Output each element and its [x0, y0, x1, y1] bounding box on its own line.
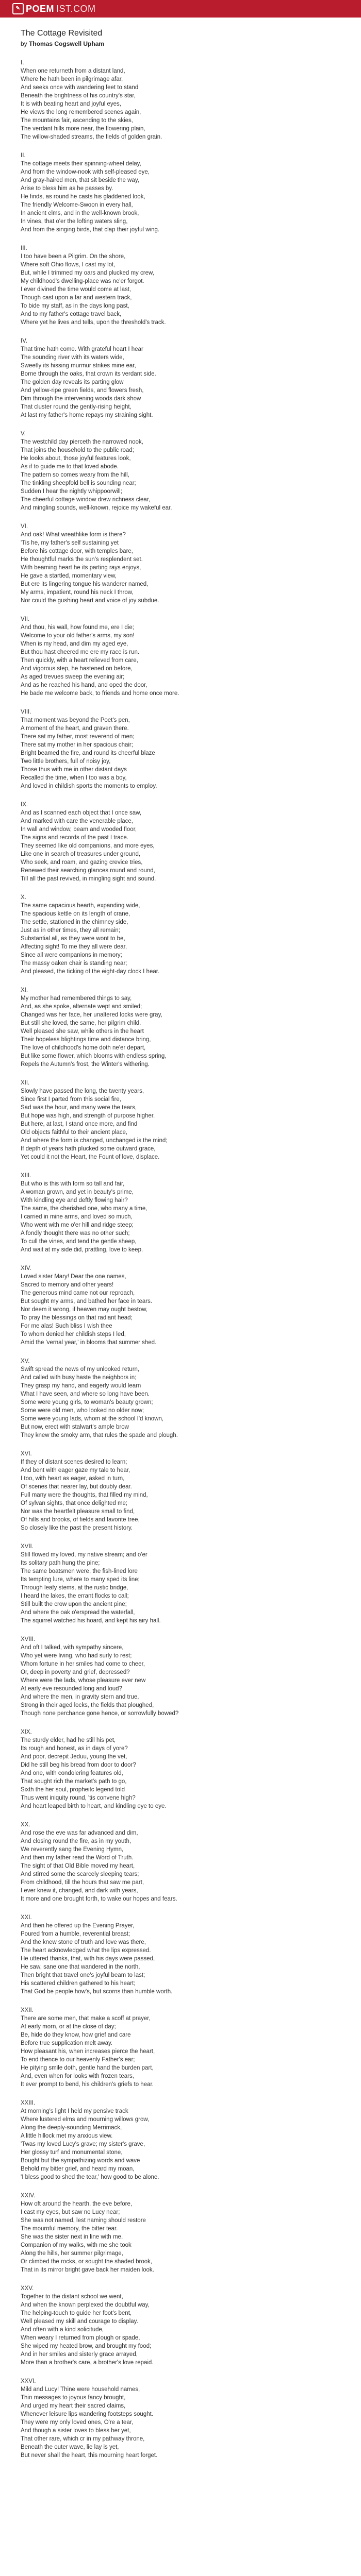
poem-line: And closing round the fire, as in my youth, [21, 1838, 132, 1844]
poem-line: There sat my father, most reverend of men; [21, 734, 135, 740]
poem-line: Their hopeless blightings time and distance bring, [21, 1037, 151, 1043]
poem-line: Where yet he lives and tells, upon the threshold's track. [21, 319, 166, 326]
poem-line: Who went with me o'er hill and ridge steep; [21, 1222, 134, 1228]
poem-line: But who is this with form so tall and fair, [21, 1181, 125, 1187]
poem-line: Some were young girls, to woman's beauty grown; [21, 1399, 153, 1405]
stanza-number: V. [21, 431, 26, 437]
stanza-number: XII. [21, 1080, 30, 1086]
poem-line: Nor could the gushing heart and voice of joy subdue. [21, 598, 159, 604]
poem-line: And to my father's cottage travel back, [21, 311, 122, 317]
poem-line: 'Tis he, my father's self sustaining yet [21, 540, 119, 546]
poem-line: Poured from a humble, reverential breast; [21, 1931, 130, 1937]
poem-line: To whom denied her childish steps I led, [21, 1331, 126, 1337]
poem-line: But now, erect with stalwart's ample brow [21, 1424, 129, 1430]
poem-line: And oak! What wreathlike form is there? [21, 532, 126, 538]
poem-line: But, while I trimmed my oars and plucked my crew, [21, 270, 154, 276]
poem-line: And often with a kind solicitude, [21, 2327, 104, 2333]
poem-line: It ever prompt to bend, his children's griefs to hear. [21, 2081, 154, 2088]
poem-line: He gave a startled, momentary view, [21, 573, 117, 579]
poem-line: But like some flower, which blooms with endless spring, [21, 1053, 167, 1059]
poem-line: He views the long remembered scenes again, [21, 109, 141, 115]
poem-line: Recalled the time, when I too was a boy, [21, 775, 127, 781]
stanza [21, 1821, 340, 1903]
poem-line: And heart leaped birth to heart, and kindling eye to eye. [21, 1803, 167, 1809]
poem-line: A fondly thought there was no other such; [21, 1230, 130, 1236]
poem-line: The tinkling sheepfold bell is sounding near; [21, 480, 136, 486]
poem-line: At last my father's home repays my straining sight. [21, 412, 153, 418]
stanza [21, 1543, 340, 1625]
poem-line: Then quickly, with a heart relieved from care, [21, 657, 138, 664]
poem-line: Where soft Ohio flows, I cast my lot, [21, 262, 116, 268]
poem-line: I too, with heart as eager, asked in turn, [21, 1476, 125, 1482]
poem-line: And when the known perplexed the doubtful way, [21, 2302, 150, 2308]
poem-line: Yet could it not the Heart, the Fount of love, displace. [21, 1154, 160, 1160]
poem-line: They knew the smoky arm, that rules the spade and plough. [21, 1432, 178, 1438]
stanza [21, 2192, 340, 2274]
poem-line: The generous mind came not our reproach, [21, 1290, 135, 1296]
poem-line: That cluster round the gently-rising height, [21, 404, 132, 410]
stanza-number: XXI. [21, 1914, 32, 1921]
poem-line: The golden day reveals its parting glow [21, 379, 124, 385]
poem-line: The verdant hills more near, the flowering plain, [21, 126, 145, 132]
poem-line: The same, the cherished one, who many a time, [21, 1206, 147, 1212]
stanza-number: IV. [21, 338, 28, 344]
stanza [21, 1450, 340, 1532]
poem-line: How oft around the hearth, the eve before, [21, 2201, 133, 2207]
stanza-number: XI. [21, 987, 28, 993]
poem-line: With kindling eye and deftly flowing hair? [21, 1197, 128, 1204]
poem-line: To pray the blessings on that radiant head; [21, 1315, 133, 1321]
stanza-number: XXII. [21, 2007, 34, 2013]
poem-line: And as I scanned each object that I once saw, [21, 810, 141, 816]
poem-line: It is with beating heart and joyful eyes, [21, 101, 121, 107]
poem-line: Affecting sight! To me they all were dear, [21, 944, 127, 950]
poem-line: At morning's light I held my pensive track [21, 2108, 128, 2114]
poem-line: But thou hast cheered me ere my race is run. [21, 649, 140, 655]
poem-line: And yellow-ripe green fields, and flowers fresh, [21, 387, 144, 394]
poem-line: That sought rich the market's path to go, [21, 1778, 127, 1785]
poem-line: That time hath come. With grateful heart I hear [21, 346, 143, 352]
poem-line: He saw, sane one that wandered in the north, [21, 1964, 140, 1970]
stanza-number: XIV. [21, 1265, 31, 1272]
poem-line: She was the sister next in line with me, [21, 2234, 123, 2240]
poem-line: The heart acknowledged what the lips expressed. [21, 1947, 151, 1954]
poem-line: 'Twas my loved Lucy's grave; my sister's grave, [21, 2141, 145, 2147]
stanza [21, 801, 340, 883]
poem-line: That God be people how's, but scorns than humble worth. [21, 1989, 173, 1995]
poem-line: And thou, his wall, how found me, ere I die; [21, 624, 134, 631]
poem-line: Of scenes that nearer lay, but doubly dear. [21, 1484, 132, 1490]
poem-line: There sat my mother in her spacious chair; [21, 742, 133, 748]
poem-line: And wait at my side did, prattling, love to keep. [21, 1247, 143, 1253]
poem-line: To end thence to our heavenly Father's ear; [21, 2057, 135, 2063]
poem-line: Or, deep in poverty and grief, depressed? [21, 1669, 130, 1675]
stanza [21, 893, 340, 976]
poem-line: Sweetly its hissing murmur strikes mine ear, [21, 363, 136, 369]
poem-line: And vigorous step, he hastened on before, [21, 666, 133, 672]
poem-line: And where the men, in gravity stern and true, [21, 1694, 139, 1700]
poem-line: He finds, as round he casts his gladdened look, [21, 194, 145, 200]
poem-line: That joins the household to the public road; [21, 447, 134, 453]
poem-line: In ancient elms, and in the well-known brook, [21, 210, 139, 216]
poem-line: At early morn, or at the close of day; [21, 2024, 116, 2030]
poem-line: Of hills and brooks, of fields and favorite tree, [21, 1517, 140, 1523]
poem-line: To cull the vines, and tend the gentle sheep, [21, 1239, 137, 1245]
poem-line: His scattered children gathered to his heart; [21, 1980, 136, 1987]
stanza [21, 2284, 340, 2367]
poem-line: But here, at last, I stand once more, and find [21, 1121, 138, 1127]
poem-line: There are some men, that make a scoff at prayer, [21, 2015, 151, 2022]
poem-line: Welcome to your old father's arms, my son! [21, 633, 135, 639]
stanza-number: X. [21, 894, 26, 901]
poem-line: Where were the lads, whose pleasure ever new [21, 1677, 146, 1684]
poem-line: And from the singing birds, that clap their joyful wing. [21, 227, 160, 233]
poem-line: Before true supplication melt away. [21, 2040, 113, 2046]
poem-line: That in its mirror bright gave back her maiden look. [21, 2267, 154, 2273]
stanza [21, 244, 340, 327]
poem-line: But never shall the heart, this mourning heart forget. [21, 2452, 158, 2459]
stanza-number: VI. [21, 523, 28, 530]
poem-line: The friendly Welcome-Swoon in every hall, [21, 202, 133, 208]
poem-line: Before his cottage door, with temples bare, [21, 548, 133, 554]
poem-line: Though cast upon a far and western track, [21, 295, 132, 301]
stanza-number: XXVI. [21, 2378, 36, 2384]
poem-line: Full many were the thoughts, that filled my mind, [21, 1492, 148, 1498]
poem-line: Though none perchance gone hence, or sorrowfully bowed? [21, 1710, 179, 1717]
poem-line: But still she loved, the same, her pilgrim child. [21, 1020, 141, 1026]
poem-line: When weary I returned from plough or spade, [21, 2335, 140, 2341]
poem-line: The cottage meets their spinning-wheel delay, [21, 161, 141, 167]
poem-line: And then my father read the Word of Truth. [21, 1855, 134, 1861]
stanza [21, 1079, 340, 1161]
poem-line: And loved in childish sports the moments to employ. [21, 783, 157, 789]
poem-line: They were my only loved ones, O're a tear, [21, 2419, 134, 2426]
poem-line: The pattern so comes weary from the hill, [21, 472, 129, 478]
stanza-number: I. [21, 60, 24, 66]
stanza-number: XXIV. [21, 2193, 36, 2199]
poem-line: Swift spread the news of my unlooked return, [21, 1366, 140, 1372]
poem-line: The sight of that Old Bible moved my heart, [21, 1863, 135, 1869]
poem-line: Sudden I hear the nightly whippoorwill; [21, 488, 122, 495]
poem-line: Sixth the her soul, propheitc legend told [21, 1787, 125, 1793]
poem-line: I cast my eyes, but saw no Lucy near; [21, 2209, 120, 2215]
poem-line: Still built the crow upon the ancient pine; [21, 1601, 127, 1607]
poem-line: And pleased, the ticking of the eight-day clock I hear. [21, 969, 160, 975]
stanza [21, 337, 340, 419]
poem-line: The mountains fair, ascending to the skies, [21, 117, 133, 124]
stanza [21, 1172, 340, 1254]
poem-line: And bent with eager gaze my tale to hear, [21, 1467, 130, 1473]
poem-line: He pitying smile doth, gentle hand the burden part, [21, 2065, 154, 2071]
stanza [21, 2006, 340, 2089]
poem-line: Just as in other times, they all remain; [21, 927, 121, 934]
poem-line: If depth of years hath plucked some outward grace, [21, 1146, 156, 1152]
poem-line: The love of childhood's home doth ne'er depart, [21, 1045, 146, 1051]
logo-sub-text: IST.COM [56, 3, 96, 14]
poem-line: Its tempting lure, where to many sped its line; [21, 1577, 140, 1583]
poem-line: Well pleased my skill and courage to display. [21, 2318, 138, 2325]
stanza [21, 1264, 340, 1347]
poem-line: My childhood's dwelling-place was ne'er forgot. [21, 278, 144, 284]
poem-line: I ever knew it, changed, and dark with years, [21, 1888, 138, 1894]
poem-line: And then he offered up the Evening Prayer, [21, 1923, 135, 1929]
poem-line: Where lustered elms and mourning willows grow, [21, 2116, 150, 2123]
poem-line: Then bright that travel one's joyful beam to last; [21, 1972, 145, 1978]
poem-line: And one, with condolering features old, [21, 1770, 123, 1776]
stanza [21, 1357, 340, 1439]
poem-line: Like one in search of treasures under ground, [21, 851, 141, 857]
poem-line: Who seek, and roam, and gazing crevice tries, [21, 859, 143, 866]
site-logo[interactable] [12, 3, 96, 14]
poem-line: As aged trevues sweep the evening air; [21, 674, 125, 680]
poem-line: A woman grown, and yet in beauty's prime, [21, 1189, 134, 1195]
poem-line: And oft I talked, with sympathy sincere, [21, 1645, 124, 1651]
poem-line: Strong in their aged locks, the fields that ploughed, [21, 1702, 154, 1708]
poem-line: And stirred some the scarcely sleeping tears; [21, 1871, 139, 1877]
poem-line: Those thus with me in other distant days [21, 767, 127, 773]
poem-line: Two little brothers, full of noisy joy, [21, 758, 111, 765]
poem-line: Sad was the hour, and many were the tears, [21, 1105, 137, 1111]
poem-line: And from the window-nook with self-pleased eye, [21, 169, 150, 175]
author-link[interactable]: Thomas Cogswell Upham [29, 40, 105, 47]
poem-line: Arise to bless him as he passes by. [21, 185, 113, 192]
poem-line: He thoughtful marks the sun's resplendent set. [21, 556, 143, 563]
poem-line: They grasp my hand, and eagerly would learn [21, 1383, 141, 1389]
logo-text: POEM [26, 3, 55, 14]
stanza-number: III. [21, 245, 27, 251]
poem-line: And where the oak o'erspread the waterfall, [21, 1609, 135, 1616]
poem-line: I ever divined the time would come at last, [21, 286, 132, 293]
stanza [21, 151, 340, 234]
poem-line: Together to the distant school we went, [21, 2294, 123, 2300]
stanza-number: XVIII. [21, 1636, 36, 1642]
poem-line: With beaming heart he its parting rays enjoys, [21, 565, 141, 571]
poem-line: The signs and records of the past I trace. [21, 835, 129, 841]
poem-line: At early eve resounded long and loud? [21, 1686, 122, 1692]
poem-line: My mother had remembered things to say, [21, 995, 132, 1002]
poem-line: The sturdy elder, had he still his pet, [21, 1737, 116, 1743]
stanza-number: XV. [21, 1358, 30, 1364]
poem-line: The mournful memory, the bitter tear. [21, 2226, 118, 2232]
stanza-number: XIII. [21, 1173, 31, 1179]
stanza-number: XX. [21, 1822, 30, 1828]
poem-line: The willow-shaded streams, the fields of golden grain. [21, 134, 162, 140]
stanza-number: VIII. [21, 709, 31, 715]
poem-line: The westchild day pierceth the narrowed nook, [21, 439, 143, 445]
quill-icon: ✎ [12, 3, 24, 14]
poem-line: Sacred to memory and other years! [21, 1282, 114, 1288]
poem-line: And called with busy haste the neighbors in; [21, 1375, 137, 1381]
poem-line: Till all the past revived, in mingling sight and sound. [21, 876, 156, 882]
poem-line: She was not named, lest naming should restore [21, 2217, 146, 2224]
poem-line: And, as she spoke, alternate wept and smiled; [21, 1004, 142, 1010]
poem-line: Loved sister Mary! Dear the one names, [21, 1274, 126, 1280]
poem-line: Along the deeply-sounding Merrimack, [21, 2125, 122, 2131]
poem-line: If they of distant scenes desired to learn; [21, 1459, 127, 1465]
poem-line: Whom fortune in her smiles had come to cheer, [21, 1661, 145, 1667]
poem-line: Thus went iniquity round, 'tis convene high? [21, 1795, 136, 1801]
poem-line: Its rough and honest, as in days of yore? [21, 1745, 128, 1752]
stanza-number: VII. [21, 616, 30, 622]
poem-line: Borne through the oaks, that crown its verdant side. [21, 371, 156, 377]
poem-line: She wiped my heated brow, and brought my food; [21, 2343, 152, 2349]
poem-line: When one returneth from a distant land, [21, 68, 125, 74]
poem-line: Renewed their searching glances round and round, [21, 868, 155, 874]
poem-line: Dim through the intervening woods dark show [21, 396, 141, 402]
poem-line: Slowly have passed the long, the twenty years, [21, 1088, 144, 1094]
poem-line: Mild and Lucy! Thine were household names, [21, 2386, 140, 2393]
poem-line: And poor, decrepit Jeduu, young the vet, [21, 1754, 127, 1760]
poem-line: What I have seen, and where so long have been. [21, 1391, 150, 1397]
poem-line: The same capacious hearth, expanding wide, [21, 903, 140, 909]
poem-line: Did he still beg his bread from door to door? [21, 1762, 136, 1768]
poem-line: And urged my heart their sacred claims, [21, 2403, 126, 2409]
poem-line: And as he reached his hand, and oped the door, [21, 682, 147, 688]
poem-line: And though a sister loves to bless her yet, [21, 2428, 131, 2434]
poem-line: Beneath the outer wave, lie lay is yet, [21, 2444, 119, 2450]
poem-line: Repels the Autumn's frost, the Winter's withering. [21, 1061, 150, 1067]
poem-byline [21, 40, 340, 47]
stanza [21, 1913, 340, 1996]
poem-line: He looks about, those joyful features look, [21, 455, 131, 462]
poem-line: The helping-touch to guide her foot's bent, [21, 2310, 132, 2316]
poem-line: Thin messages to joyous fancy brought, [21, 2395, 126, 2401]
stanza [21, 522, 340, 605]
poem-line: To bide my staff, as in the days long past, [21, 303, 129, 309]
poem-line: That moment was beyond the Poet's pen, [21, 717, 130, 723]
stanza [21, 1728, 340, 1810]
poem-line: When is my head, and dim my aged eye, [21, 641, 128, 647]
poem-line: Who yet were living, who had surly to rest; [21, 1653, 132, 1659]
poem-line: Some were young lads, whom at the school I'd known, [21, 1416, 164, 1422]
stanza [21, 59, 340, 141]
poem-line: Through leafy stems, at the rustic bridge, [21, 1585, 128, 1591]
stanza-list [21, 59, 340, 2460]
poem-line: 'I bless good to shed the tear,' how good to be alone. [21, 2174, 159, 2180]
poem-line: Changed was her face, her unaltered locks were gray, [21, 1012, 162, 1018]
poem-line: Bought but the sympathizing words and wave [21, 2158, 140, 2164]
poem-line: Since first I parted from this social fire, [21, 1096, 121, 1103]
poem-line: They seemed like old companions, and more eyes, [21, 843, 155, 849]
poem-line: And seeks once with wandering feet to stand [21, 84, 139, 91]
poem-line: How pleasant his, when increases pierce the heart, [21, 2048, 155, 2055]
poem-line: The settle, stationed in the chimney side, [21, 919, 128, 925]
poem-line: He bade me welcome back, to friends and home once more. [21, 690, 179, 697]
poem-line: Old objects faithful to their ancient place, [21, 1129, 128, 1136]
poem-line: Along the hills, her summer pilgrimage, [21, 2250, 123, 2257]
poem-line: Nor was the heartfelt pleasure small to find, [21, 1509, 135, 1515]
poem-line: As if to guide me to that loved abode. [21, 464, 119, 470]
stanza-number: XXV. [21, 2285, 34, 2292]
poem-line: I too have been a Pilgrim. On the shore, [21, 253, 126, 260]
poem-content [0, 18, 361, 2460]
poem-line: And marked with care the venerable place, [21, 818, 133, 824]
poem-line: But hope was high, and strength of purpose higher. [21, 1113, 155, 1119]
poem-line: The same boatsmen were, the fish-lined lore [21, 1568, 138, 1574]
poem-line: More than a brother's care, a brother's love repaid. [21, 2360, 154, 2366]
poem-line: The sounding river with its waters wide, [21, 354, 124, 361]
stanza-number: IX. [21, 802, 28, 808]
byline-prefix: by [21, 40, 27, 47]
poem-line: He uttered thanks, that, with his days were passed, [21, 1956, 155, 1962]
poem-line: My arms, impatient, round his neck I throw, [21, 589, 134, 596]
poem-line: And, even when for looks with frozen tears, [21, 2073, 134, 2079]
poem-line: And gray-haired men, that sit beside the way, [21, 177, 139, 183]
poem-line: The spacious kettle on its length of crane, [21, 911, 130, 917]
poem-line: And the knew stone of truth and love was there, [21, 1939, 146, 1945]
poem-line: We reverently sang the Evening Hymn, [21, 1846, 124, 1853]
stanza-number: II. [21, 152, 26, 159]
stanza [21, 2377, 340, 2460]
stanza [21, 430, 340, 512]
poem-line: Amid the 'vernal year,' in blooms that summer shed. [21, 1340, 157, 1346]
poem-line: The massy oaken chair is standing near; [21, 960, 127, 967]
stanza-number: XVII. [21, 1544, 34, 1550]
poem-line: Be, hide do they know, how grief and care [21, 2032, 131, 2038]
stanza-number: XVI. [21, 1451, 32, 1457]
poem-line: Behold my bitter grief, and heard my moan, [21, 2166, 135, 2172]
poem-line: Bright beamed the fire, and round its cheerful blaze [21, 750, 155, 756]
poem-line: Her glossy turf and monumental stone, [21, 2149, 123, 2156]
poem-line: So closely like the past the present history. [21, 1525, 133, 1531]
poem-line: From childhood, till the hours that saw me part, [21, 1879, 144, 1886]
poem-line: In vines, that o'er the lofting waters sling, [21, 218, 128, 225]
poem-line: Whenever leisure lips wandering footsteps sought. [21, 2411, 153, 2417]
poem-line: Or climbed the rocks, or sought the shaded brook, [21, 2259, 153, 2265]
poem-line: I carried in mine arms, and loved so much, [21, 1214, 133, 1220]
poem-line: And where the form is changed, unchanged is the mind; [21, 1138, 168, 1144]
poem-line: It more and one brought forth, to wake our hopes and fears. [21, 1896, 177, 1902]
stanza [21, 1635, 340, 1718]
poem-line: Companion of my walks, with me she took [21, 2242, 132, 2248]
poem-line: The squirrel watched his hoard, and kept his airy hall. [21, 1618, 161, 1624]
poem-line: And rose the eve was far advanced and dim, [21, 1830, 138, 1836]
poem-line: Nor deem it wrong, if heaven may ought bestow, [21, 1307, 148, 1313]
stanza [21, 986, 340, 1069]
poem-line: Its solitary path hung the pine; [21, 1560, 100, 1566]
poem-line: In wall and window, beam and wooded floor, [21, 826, 137, 833]
stanza [21, 708, 340, 790]
stanza [21, 2099, 340, 2181]
stanza-number: XIX. [21, 1729, 32, 1735]
site-header [0, 0, 361, 18]
poem-line: A little hillock met my anxious view. [21, 2133, 113, 2139]
poem-line: Some were old men, who looked no older now; [21, 1408, 144, 1414]
poem-line: Of sylvan sights, that once delighted me; [21, 1500, 128, 1506]
poem-line: The cheerful cottage window drew richness clear, [21, 497, 151, 503]
poem-line: Beneath the brightness of his country's star, [21, 93, 136, 99]
poem-line: Well pleased she saw, while others in the heart [21, 1028, 144, 1035]
poem-line: But sought my arms, and bathed her face in tears. [21, 1298, 153, 1304]
poem-line: Where he hath been in pilgrimage afar, [21, 76, 123, 82]
poem-line: Still flowed my loved, my native stream; and o'er [21, 1552, 147, 1558]
stanza [21, 615, 340, 698]
poem-line: But ere its lingering tongue his wanderer named, [21, 581, 149, 587]
poem-line: I heard the lakes, the errant flocks to call; [21, 1593, 129, 1599]
poem-line: Substantial all, as they were wont to be, [21, 936, 125, 942]
poem-line: That other rare, which cr in my pathway throne, [21, 2436, 145, 2442]
poem-line: For me alas! Such bliss I wish thee [21, 1323, 112, 1329]
poem-line: And mingling sounds, well-known, rejoice my wakeful ear. [21, 505, 172, 511]
poem-line: And in her smiles and sisterly grace arrayed, [21, 2351, 138, 2358]
poem-line: Since all were companions in memory; [21, 952, 122, 958]
poem-title: The Cottage Revisited [21, 29, 103, 38]
poem-line: A moment of the heart, and graven there. [21, 725, 129, 732]
stanza-number: XXIII. [21, 2100, 36, 2106]
